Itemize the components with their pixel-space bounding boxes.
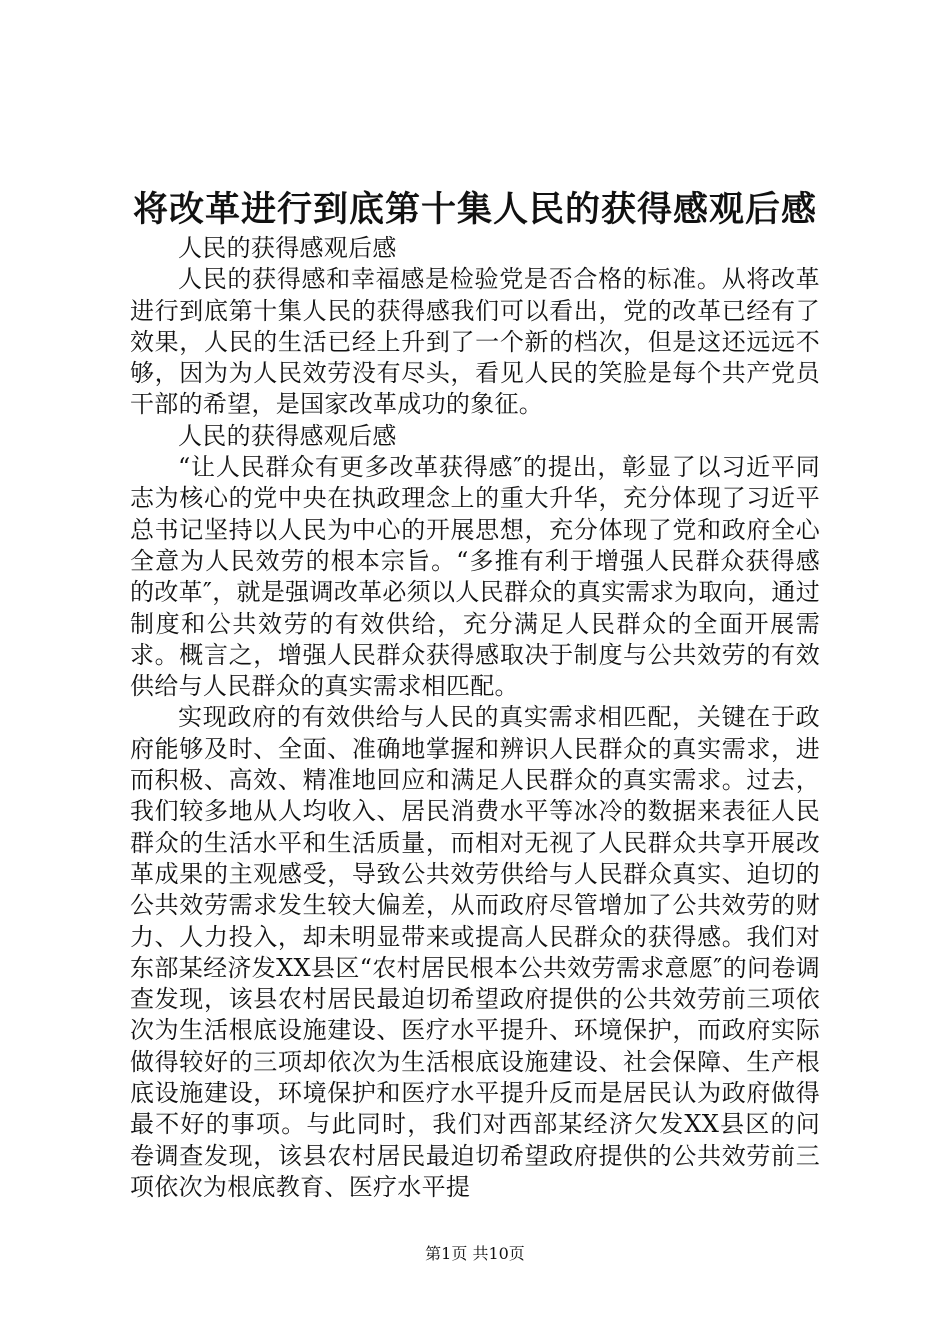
paragraph-subtitle-2: 人民的获得感观后感 — [178, 421, 397, 450]
page-footer: 第1页 共10页 — [425, 1244, 525, 1263]
paragraph-2: “让人民群众有更多改革获得感″的提出，彰显了以习近平同志为核心的党中央在执政理念上的重大升华，充分体现了习近平总书记坚持以人民为中心的开展思想，充分体现了党和政府全心全意为人民效劳的根本宗旨。“多推有利于增强人民群众获得感的改革″，就是强调改革必须以人民群众的真实需求为取向，通过制度和公共效劳的有效供给，充分满足人民群众的全面开展需求。概言之，增强人民群众获得感取决于制度与公共效劳的有效供给与人民群众的真实需求相匹配。 — [130, 453, 820, 701]
document-title: 将改革进行到底第十集人民的获得感观后感 — [132, 189, 817, 230]
paragraph-3: 实现政府的有效供给与人民的真实需求相匹配，关键在于政府能够及时、全面、准确地掌握和辨识人民群众的真实需求，进而积极、高效、精准地回应和满足人民群众的真实需求。过去，我们较多地从人均收入、居民消费水平等冰冷的数据来表征人民群众的生活水平和生活质量，而相对无视了人民群众共享开展改革成果的主观感受，导致公共效劳供给与人民群众真实、迫切的公共效劳需求发生较大偏差，从而政府尽管增加了公共效劳的财力、人力投入，却未明显带来或提高人民群众的获得感。我们对东部某经济发XX县区“农村居民根本公共效劳需求意愿″的问卷调查发现，该县农村居民最迫切希望政府提供的公共效劳前三项依次为生活根底设施建设、医疗水平提升、环境保护，而政府实际做得较好的三项却依次为生活根底设施建设、社会保障、生产根底设施建设，环境保护和医疗水平提升反而是居民认为政府做得最不好的事项。与此同时，我们对西部某经济欠发XX县区的问卷调查发现，该县农村居民最迫切希望政府提供的公共效劳前三项依次为根底教育、医疗水平提 — [130, 703, 820, 1201]
document-body — [130, 233, 820, 1203]
paragraph-subtitle-1: 人民的获得感观后感 — [178, 234, 397, 262]
paragraph-1: 人民的获得感和幸福感是检验党是否合格的标准。从将改革进行到底第十集人民的获得感我们可以看出，党的改革已经有了效果，人民的生活已经上升到了一个新的档次，但是这还远远不够，因为为人民效劳没有尽头，看见人民的笑脸是每个共产党员干部的希望，是国家改革成功的象征。 — [130, 265, 820, 419]
